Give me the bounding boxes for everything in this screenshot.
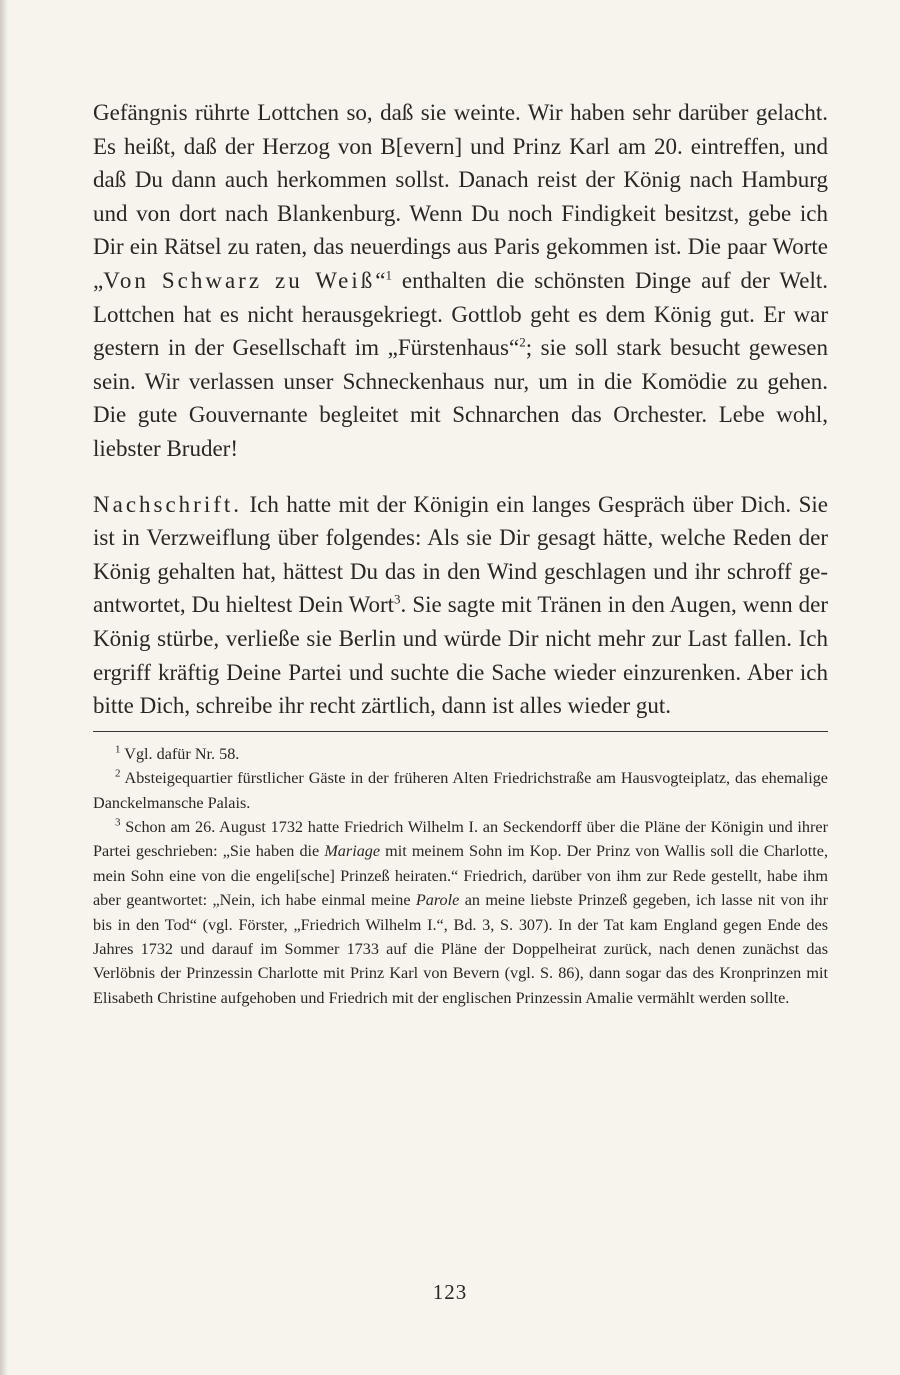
footnote-1 [93,742,828,766]
text-run: . Sie sagte mit Tränen in den Augen, wenn der König stürbe, verließe sie Berlin und würde Dir nicht mehr zur Last fallen. Ich ergriff kräftig Deine Partei und suchte die Sache wieder einzurenken. Aber ich bitte Dich, schreibe ihr recht zärtlich, dann ist alles wieder gut. [93,592,829,719]
footnote-italic: Parole [415,891,460,910]
footnote-divider [93,731,828,732]
text-run: Ich hatte mit der Königin ein langes Gespräch über Dich. Sie ist in Verzweiflung über folgendes: Als sie Dir gesagt hätte, welche Reden der König gehalten hat, hättest Du das in den Wind geschlagen und ihr schroff geantwortet, Du hieltest Dein Wort [93,491,828,618]
footnote-2 [93,766,828,815]
main-text [93,96,828,723]
book-page [93,96,828,1010]
footnote-number: 1 [115,743,121,756]
text-run: Gefängnis rührte Lottchen so, daß sie weinte. Wir haben sehr darüber gelacht. Es heißt, daß der Herzog von B[evern] und Prinz Karl am 20. eintreffen, und daß Du dann auch herkommen sollst. Danach reist der König nach Hamburg und von dort nach Blankenburg. Wenn Du noch Findigkeit besitzst, gebe ich Dir ein Rätsel zu raten, das neuerdings aus Paris gekommen ist. Die paar Worte „ [93,100,828,293]
footnote-text: Schon am 26. August 1732 hatte Friedrich Wilhelm I. an Seckendorff über die Pläne der Königin und ihrer Partei geschrieben: „Sie haben die [93,817,828,861]
paragraph-letter [93,96,828,466]
text-run: ; sie soll stark besucht gewesen sein. Wir verlassen unser Schneckenhaus nur, um in die Komödie zu gehen. Die gute Gouvernante begleitet mit Schnarchen das Orchester. Lebe wohl, liebster Bruder! [93,335,828,461]
footnote-italic: Mariage [324,842,381,861]
footnote-ref-2: 2 [519,334,526,350]
paragraph-postscript [93,488,828,723]
text-run: enthalten die schönsten Dinge auf der Welt. Lottchen hat es nicht herausgekriegt. Gottlob geht es dem König gut. Er war gestern in der Gesellschaft im „Fürstenhaus“ [93,267,828,361]
footnote-ref-3: 3 [394,591,401,607]
footnote-number: 2 [115,767,121,780]
footnote-ref-1: 1 [385,267,392,283]
footnote-3 [93,815,828,1010]
footnote-text: Absteigequartier fürstlicher Gäste in der früheren Alten Friedrichstraße am Hausvogteiplatz, das ehemalige Danckelmansche Palais. [93,769,828,812]
footnotes [93,742,828,1010]
page-edge-shadow [0,0,8,1375]
footnote-text: Vgl. dafür Nr. 58. [120,744,240,763]
page-number: 123 [432,1280,468,1304]
footnote-number: 3 [115,816,121,829]
footnote-text: an meine liebste Prinzeß gegeben, ich lasse nit von ihr bis in den Tod“ (vgl. Förster, „Friedrich Wilhelm I.“, Bd. 3, S. 307). In der Tat kam England gegen Ende des Jahres 1732 und darauf im Sommer 1733 auf die Pläne der Doppelheirat zurück, nach denen zunächst das Verlöbnis der Prinzessin Charlotte mit Prinz Karl von Bevern (vgl. S. 86), dann sogar das des Kronprinzen mit Elisabeth Christine aufgehoben und Friedrich mit der englischen Prinzessin Amalie vermählt werden sollte. [93,891,828,1007]
footnote-text: mit meinem Sohn im Kop. Der Prinz von Wallis soll die Charlotte, mein Sohn eine von die engeli[sche] Prinzeß heiraten.“ Friedrich, darüber von ihm zur Rede gestellt, habe ihm aber geantwortet: „Nein, ich habe einmal meine [93,842,828,910]
text-run: “ [375,267,386,293]
postscript-label: Nachschrift. [93,491,243,517]
spaced-quote: Von Schwarz zu Weiß [103,267,376,293]
